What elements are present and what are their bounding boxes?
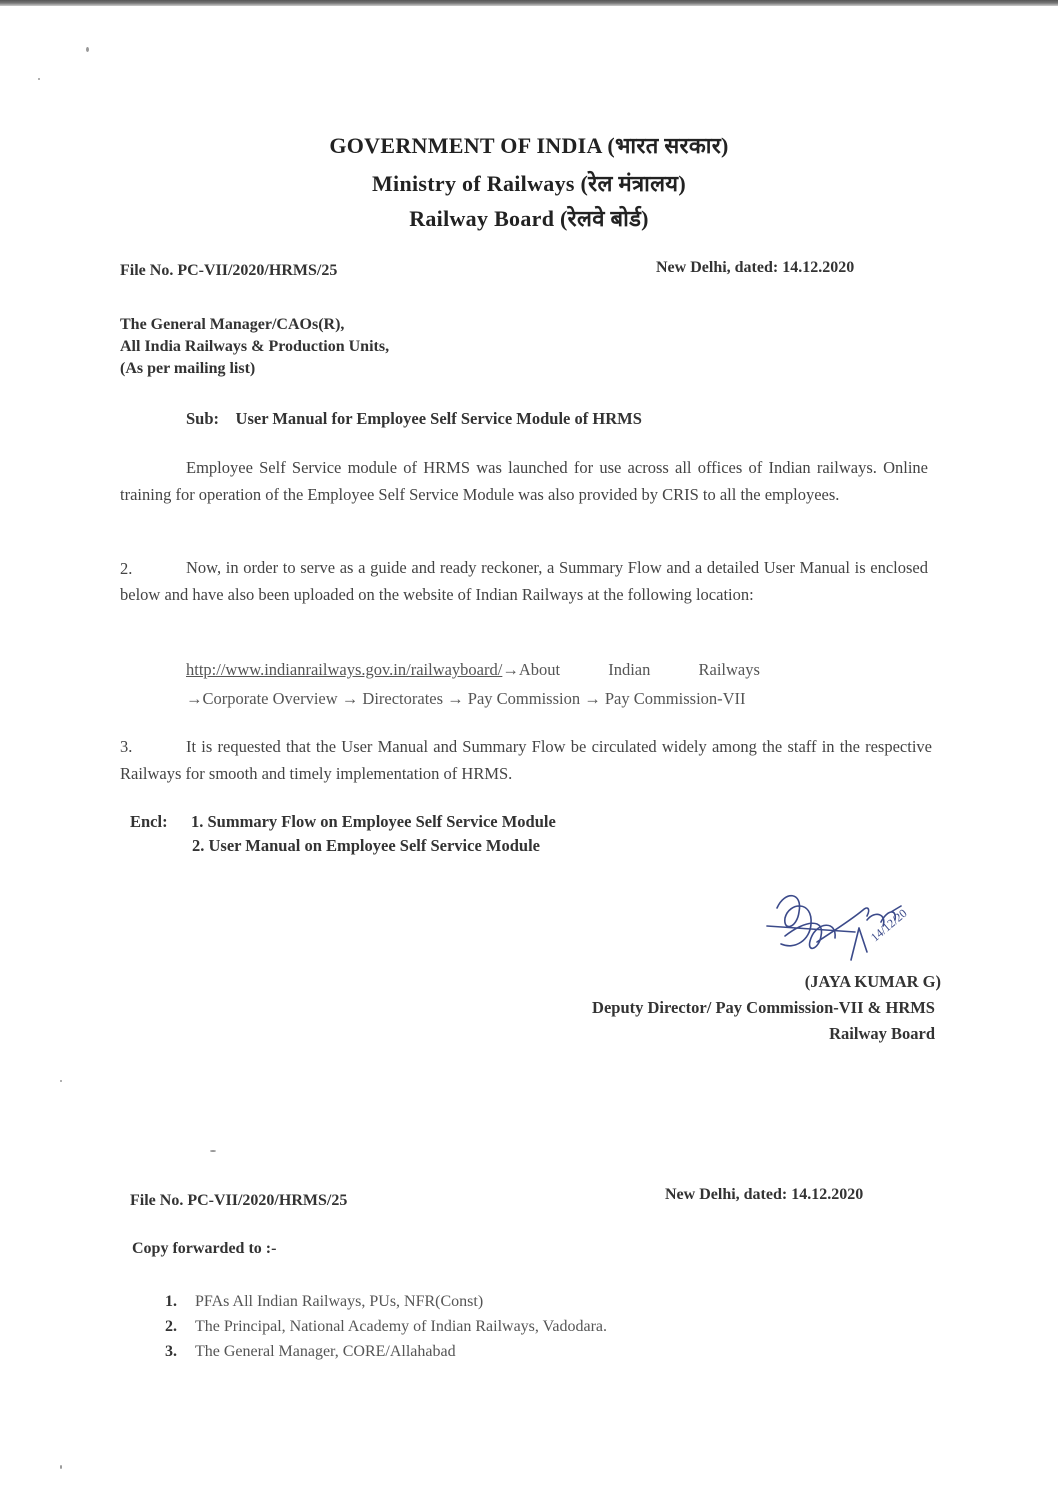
scan-speck: [86, 47, 89, 52]
scan-edge: [0, 0, 1058, 6]
scan-speck: [60, 1465, 62, 1469]
subject-line: [186, 409, 642, 429]
paragraph-3: It is requested that the User Manual and Summary Flow be circulated widely among the staff in the respective Railways for smooth and timely implementation of HRMS.: [120, 737, 932, 783]
subject-label: Sub:: [186, 409, 220, 428]
scan-speck: [38, 78, 40, 80]
paragraph-3-number: 3.: [120, 737, 133, 756]
addressee-line-2: All India Railways & Production Units,: [120, 338, 390, 355]
subject-text: User Manual for Employee Self Service Module of HRMS: [235, 409, 642, 428]
file-number: File No. PC-VII/2020/HRMS/25: [120, 262, 338, 279]
signatory-name: (JAYA KUMAR G): [804, 972, 941, 991]
signature-date: 14/12/20: [867, 906, 910, 945]
addressee-line-3: (As per mailing list): [120, 360, 256, 377]
enclosure-item-2: 2. User Manual on Employee Self Service Module: [192, 836, 540, 855]
copy-heading: Copy forwarded to :-: [132, 1240, 277, 1257]
handwritten-signature: [755, 880, 925, 980]
addressee-line-1: The General Manager/CAOs(R),: [120, 316, 345, 333]
paragraph-2: Now, in order to serve as a guide and ready reckoner, a Summary Flow and a detailed User Manual is enclosed below and have also been uploaded on the website of Indian Railways at the following location:: [120, 558, 928, 604]
signatory-designation: Deputy Director/ Pay Commission-VII & HRMS: [592, 998, 935, 1017]
addressee: [120, 314, 389, 380]
header-ministry: Ministry of Railways (रेल मंत्रालय): [371, 171, 686, 196]
header-government: GOVERNMENT OF INDIA (भारत सरकार): [329, 133, 729, 158]
copy-date-line: New Delhi, dated: 14.12.2020: [665, 1186, 864, 1203]
header-board: Railway Board (रेलवे बोर्ड): [409, 206, 649, 231]
date-line: New Delhi, dated: 14.12.2020: [656, 259, 855, 276]
scan-speck: [60, 1080, 62, 1082]
signatory-office: Railway Board: [829, 1024, 935, 1043]
scan-speck: [210, 1150, 216, 1152]
paragraph-2-number: 2.: [120, 559, 133, 578]
enclosure-label: Encl:: [130, 812, 168, 831]
list-item: 2. The Principal, National Academy of Indian Railways, Vadodara.: [165, 1318, 608, 1335]
copy-recipients-list: [165, 1289, 607, 1364]
list-item: 3. The General Manager, CORE/Allahabad: [165, 1343, 456, 1360]
website-link[interactable]: http://www.indianrailways.gov.in/railwayboard/: [186, 660, 503, 679]
list-item: 1. PFAs All Indian Railways, PUs, NFR(Const): [165, 1293, 484, 1310]
signatory-block: [592, 969, 941, 1047]
enclosure-item-1: 1. Summary Flow on Employee Self Service Module: [191, 812, 556, 831]
website-path-about: →About Indian Railways: [502, 660, 760, 679]
paragraph-1: Employee Self Service module of HRMS was launched for use across all offices of Indian railways. Online training for operation of the Employee Self Service Module was also provided by CRIS to all the employees.: [120, 458, 928, 504]
copy-file-number: File No. PC-VII/2020/HRMS/25: [130, 1192, 348, 1209]
website-path-line-2: →Corporate Overview → Directorates → Pay Commission → Pay Commission-VII: [186, 689, 746, 708]
website-path-line-1: [186, 660, 760, 680]
